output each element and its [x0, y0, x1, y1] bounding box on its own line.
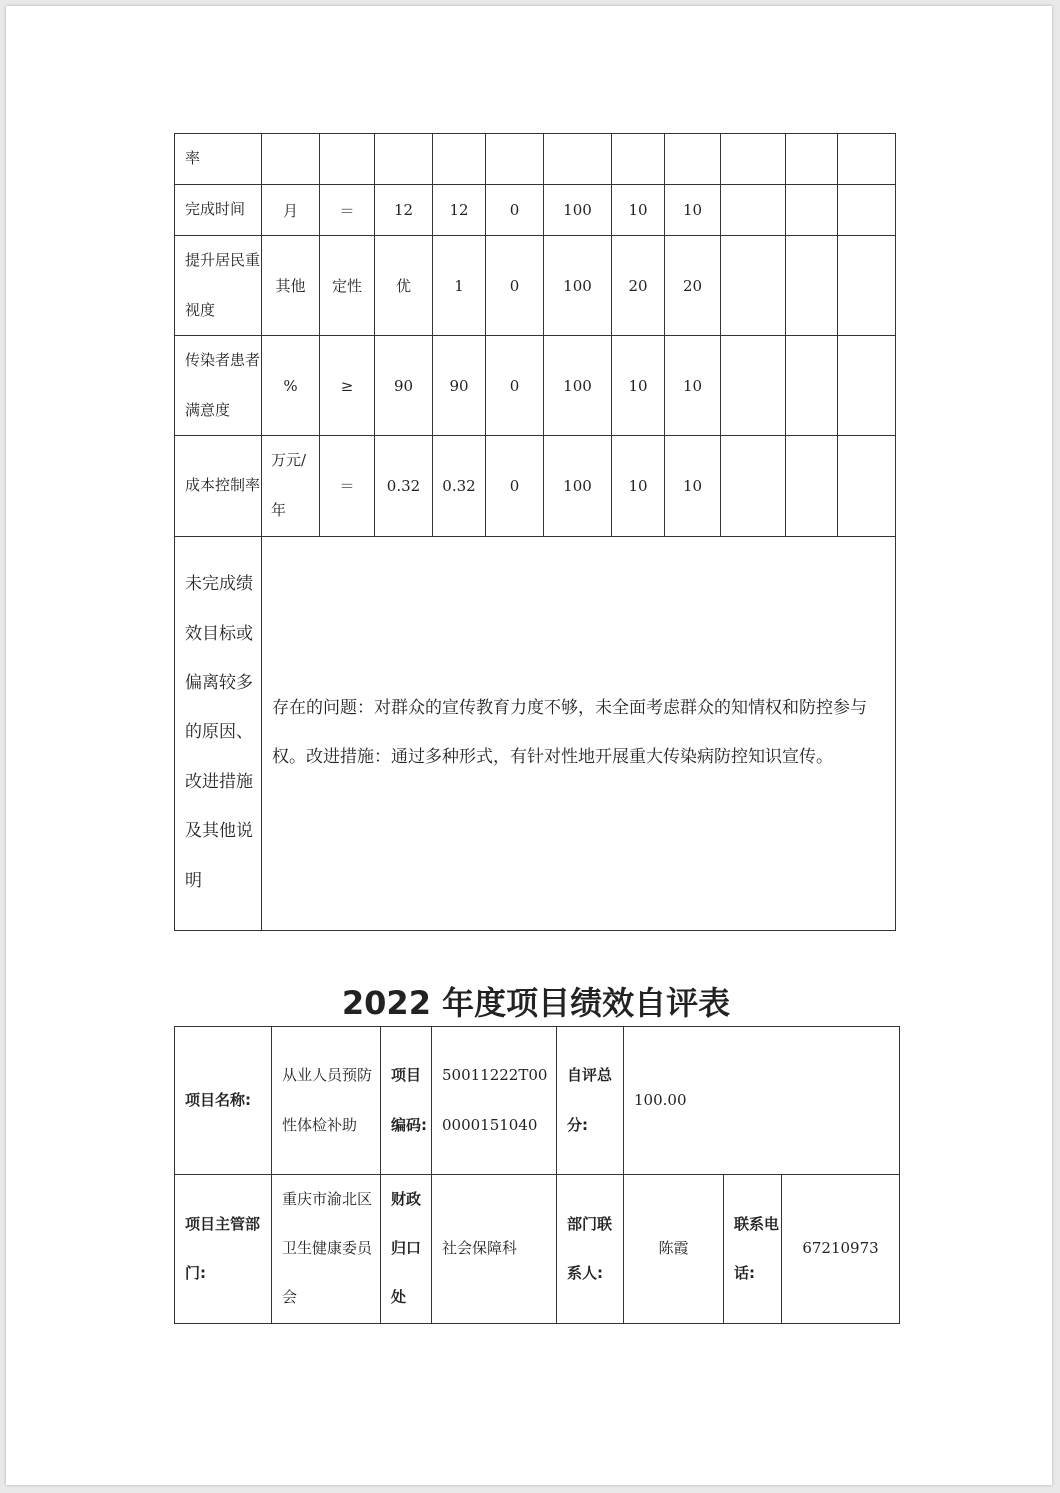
performance-indicator-table [174, 133, 896, 931]
cell-indicator: 完成时间 [175, 185, 262, 236]
cell-empty [838, 336, 896, 436]
phone-value: 67210973 [782, 1175, 900, 1324]
cell-indicator: 率 [175, 134, 262, 185]
cell-deviation: 0 [486, 336, 544, 436]
cell-score-max: 20 [612, 236, 665, 336]
dept-label: 项目主管部门: [175, 1175, 272, 1324]
cell-weight-pct: 100 [544, 336, 612, 436]
cell-target: 0.32 [375, 436, 433, 536]
cell-weight-pct: 100 [544, 436, 612, 536]
cell-indicator: 传染者患者满意度 [175, 336, 262, 436]
table-row [175, 185, 896, 236]
cell-score-max [612, 134, 665, 185]
notes-label: 未完成绩效目标或偏离较多的原因、改进措施及其他说明 [175, 536, 262, 930]
cell-operator [320, 134, 375, 185]
project-code-value: 50011222T000000151040 [432, 1027, 557, 1175]
cell-operator: ＝ [320, 185, 375, 236]
cell-unit: % [262, 336, 320, 436]
cell-deviation [486, 134, 544, 185]
cell-weight-pct [544, 134, 612, 185]
cell-score-max: 10 [612, 436, 665, 536]
cell-target: 12 [375, 185, 433, 236]
project-code-label: 项目编码: [381, 1027, 432, 1175]
cell-score: 10 [665, 336, 721, 436]
cell-empty [721, 134, 786, 185]
cell-empty [838, 134, 896, 185]
cell-indicator: 成本控制率 [175, 436, 262, 536]
cell-empty [838, 185, 896, 236]
cell-deviation: 0 [486, 185, 544, 236]
cell-empty [786, 236, 838, 336]
cell-indicator: 提升居民重视度 [175, 236, 262, 336]
contact-label: 部门联系人: [557, 1175, 624, 1324]
cell-score: 20 [665, 236, 721, 336]
phone-label: 联系电话: [724, 1175, 782, 1324]
cell-unit: 其他 [262, 236, 320, 336]
cell-actual: 1 [433, 236, 486, 336]
cell-actual: 12 [433, 185, 486, 236]
page-title: 2022 年度项目绩效自评表 [341, 984, 731, 1022]
self-score-value: 100.00 [624, 1027, 900, 1175]
table-row [175, 236, 896, 336]
info-row-dept [175, 1175, 900, 1324]
cell-operator: 定性 [320, 236, 375, 336]
self-score-label: 自评总分: [557, 1027, 624, 1175]
cell-empty [786, 185, 838, 236]
table-row [175, 436, 896, 536]
project-info-table [174, 1026, 900, 1324]
cell-score [665, 134, 721, 185]
cell-empty [721, 436, 786, 536]
document-page [6, 6, 1052, 1485]
cell-deviation: 0 [486, 436, 544, 536]
cell-weight-pct: 100 [544, 236, 612, 336]
cell-target [375, 134, 433, 185]
contact-value: 陈霞 [624, 1175, 724, 1324]
cell-empty [721, 336, 786, 436]
table-row [175, 336, 896, 436]
finance-value: 社会保障科 [432, 1175, 557, 1324]
cell-actual [433, 134, 486, 185]
finance-label: 财政归口处 [381, 1175, 432, 1324]
cell-score-max: 10 [612, 185, 665, 236]
cell-actual: 90 [433, 336, 486, 436]
cell-empty [721, 236, 786, 336]
cell-operator: ＝ [320, 436, 375, 536]
cell-actual: 0.32 [433, 436, 486, 536]
project-name-label: 项目名称: [175, 1027, 272, 1175]
project-name-value: 从业人员预防性体检补助 [272, 1027, 381, 1175]
dept-value: 重庆市渝北区卫生健康委员会 [272, 1175, 381, 1324]
cell-empty [838, 236, 896, 336]
cell-empty [838, 436, 896, 536]
cell-target: 优 [375, 236, 433, 336]
cell-score: 10 [665, 185, 721, 236]
cell-weight-pct: 100 [544, 185, 612, 236]
cell-unit: 万元/年 [262, 436, 320, 536]
cell-empty [786, 134, 838, 185]
cell-empty [786, 336, 838, 436]
info-row-project [175, 1027, 900, 1175]
notes-text: 存在的问题：对群众的宣传教育力度不够，未全面考虑群众的知情权和防控参与权。改进措施：通过多种形式，有针对性地开展重大传染病防控知识宣传。 [262, 536, 896, 930]
table-row [175, 134, 896, 185]
cell-operator: ≥ [320, 336, 375, 436]
cell-unit [262, 134, 320, 185]
cell-empty [721, 185, 786, 236]
cell-unit: 月 [262, 185, 320, 236]
notes-row [175, 536, 896, 930]
cell-target: 90 [375, 336, 433, 436]
cell-deviation: 0 [486, 236, 544, 336]
cell-empty [786, 436, 838, 536]
cell-score: 10 [665, 436, 721, 536]
cell-score-max: 10 [612, 336, 665, 436]
